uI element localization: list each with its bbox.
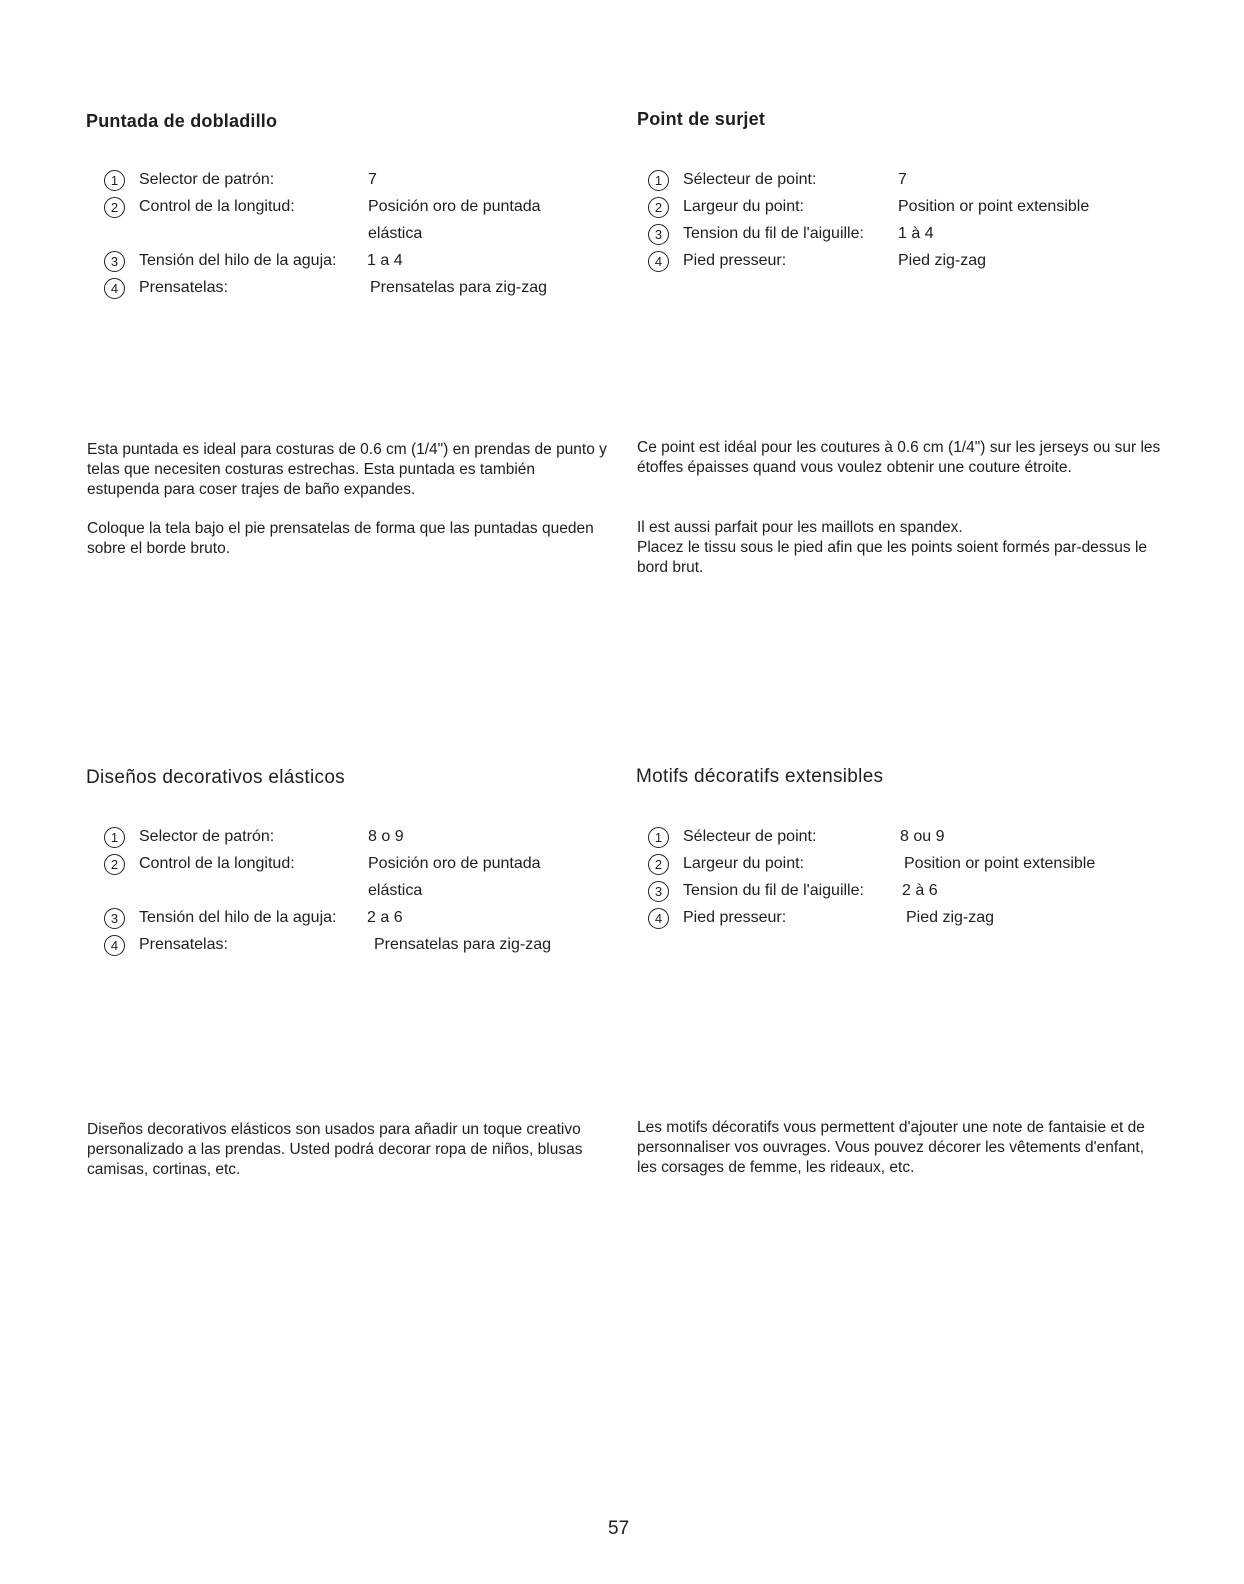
setting-row	[104, 171, 604, 198]
setting-value: 1 a 4	[367, 252, 403, 269]
setting-row	[648, 855, 1168, 882]
setting-label: Tensión del hilo de la aguja:	[139, 252, 337, 269]
setting-value: Posición oro de puntada	[368, 855, 541, 872]
setting-value-continued: elástica	[368, 882, 423, 899]
setting-row	[104, 909, 604, 936]
es-hem-settings	[104, 171, 604, 306]
setting-label: Tension du fil de l'aiguille:	[683, 882, 864, 899]
step-number-3: 3	[648, 224, 669, 245]
setting-row	[104, 855, 604, 882]
setting-row	[648, 252, 1168, 279]
setting-value: Posición oro de puntada	[368, 198, 541, 215]
step-number-3: 3	[104, 908, 125, 929]
step-number-2: 2	[648, 854, 669, 875]
setting-label: Prensatelas:	[139, 936, 228, 953]
setting-row	[648, 225, 1168, 252]
setting-value: Prensatelas para zig-zag	[374, 936, 551, 953]
setting-row	[648, 198, 1168, 225]
setting-label: Pied presseur:	[683, 909, 787, 926]
fr-deco-settings	[648, 828, 1168, 936]
setting-label: Largeur du point:	[683, 855, 804, 872]
page-number: 57	[608, 1518, 630, 1539]
step-number-2: 2	[648, 197, 669, 218]
step-number-3: 3	[648, 881, 669, 902]
setting-value: 1 à 4	[898, 225, 934, 242]
setting-label: Sélecteur de point:	[683, 171, 817, 188]
setting-value: Position or point extensible	[898, 198, 1090, 215]
setting-value: 8 o 9	[368, 828, 404, 845]
setting-label: Prensatelas:	[139, 279, 228, 296]
setting-row	[648, 882, 1168, 909]
setting-row	[104, 828, 604, 855]
setting-label: Sélecteur de point:	[683, 828, 817, 845]
setting-row-continuation	[104, 225, 604, 252]
fr-deco-description: Les motifs décoratifs vous permettent d'ajouter une note de fantaisie et de personnaliser vos ouvrages. Vous pouvez décorer les vêtements d'enfant, les corsages de femme, les rideaux, etc.	[637, 1119, 1145, 1176]
step-number-2: 2	[104, 197, 125, 218]
step-number-1: 1	[104, 170, 125, 191]
setting-label: Selector de patrón:	[139, 828, 275, 845]
step-number-3: 3	[104, 251, 125, 272]
setting-row	[648, 828, 1168, 855]
step-number-4: 4	[648, 251, 669, 272]
fr-hem-instruction: Placez le tissu sous le pied afin que les points soient formés par-dessus le bord brut.	[637, 539, 1148, 576]
setting-row	[648, 171, 1168, 198]
es-hem-title: Puntada de dobladillo	[86, 111, 278, 131]
setting-label: Control de la longitud:	[139, 198, 295, 215]
es-deco-title: Diseños decorativos elásticos	[86, 767, 345, 788]
setting-row-continuation	[104, 882, 604, 909]
fr-hem-settings	[648, 171, 1168, 279]
es-hem-instruction: Coloque la tela bajo el pie prensatelas de forma que las puntadas queden sobre el borde bruto.	[87, 520, 594, 557]
setting-label: Largeur du point:	[683, 198, 804, 215]
es-hem-description: Esta puntada es ideal para costuras de 0.6 cm (1/4") en prendas de punto y telas que necesiten costuras estrechas. Esta puntada es también estupenda para coser trajes de baño expandes.	[87, 441, 607, 498]
setting-value: Prensatelas para zig-zag	[370, 279, 547, 296]
setting-value: 2 à 6	[902, 882, 938, 899]
step-number-4: 4	[104, 935, 125, 956]
setting-label: Control de la longitud:	[139, 855, 295, 872]
step-number-4: 4	[648, 908, 669, 929]
setting-row	[104, 936, 604, 963]
fr-hem-description: Ce point est idéal pour les coutures à 0.6 cm (1/4") sur les jerseys ou sur les étoffes épaisses quand vous voulez obtenir une couture étroite.	[637, 439, 1161, 476]
fr-hem-title: Point de surjet	[637, 109, 766, 129]
step-number-4: 4	[104, 278, 125, 299]
setting-label: Tension du fil de l'aiguille:	[683, 225, 864, 242]
setting-label: Tensión del hilo de la aguja:	[139, 909, 337, 926]
step-number-1: 1	[648, 827, 669, 848]
setting-value: 7	[898, 171, 907, 188]
es-deco-description: Diseños decorativos elásticos son usados para añadir un toque creativo personalizado a las prendas. Usted podrá decorar ropa de niños, blusas camisas, cortinas, etc.	[87, 1121, 583, 1178]
fr-deco-title: Motifs décoratifs extensibles	[636, 766, 884, 787]
setting-value: Pied zig-zag	[898, 252, 987, 269]
step-number-1: 1	[104, 827, 125, 848]
setting-label: Selector de patrón:	[139, 171, 275, 188]
fr-hem-spandex-note: Il est aussi parfait pour les maillots en spandex.	[637, 519, 963, 536]
setting-value: 8 ou 9	[900, 828, 945, 845]
setting-row	[104, 198, 604, 225]
setting-label: Pied presseur:	[683, 252, 787, 269]
setting-value-continued: elástica	[368, 225, 423, 242]
setting-value: 7	[368, 171, 377, 188]
setting-value: Pied zig-zag	[906, 909, 995, 926]
step-number-1: 1	[648, 170, 669, 191]
setting-row	[104, 279, 604, 306]
step-number-2: 2	[104, 854, 125, 875]
setting-value: Position or point extensible	[904, 855, 1096, 872]
setting-row	[648, 909, 1168, 936]
setting-value: 2 a 6	[367, 909, 403, 926]
es-deco-settings	[104, 828, 604, 963]
setting-row	[104, 252, 604, 279]
